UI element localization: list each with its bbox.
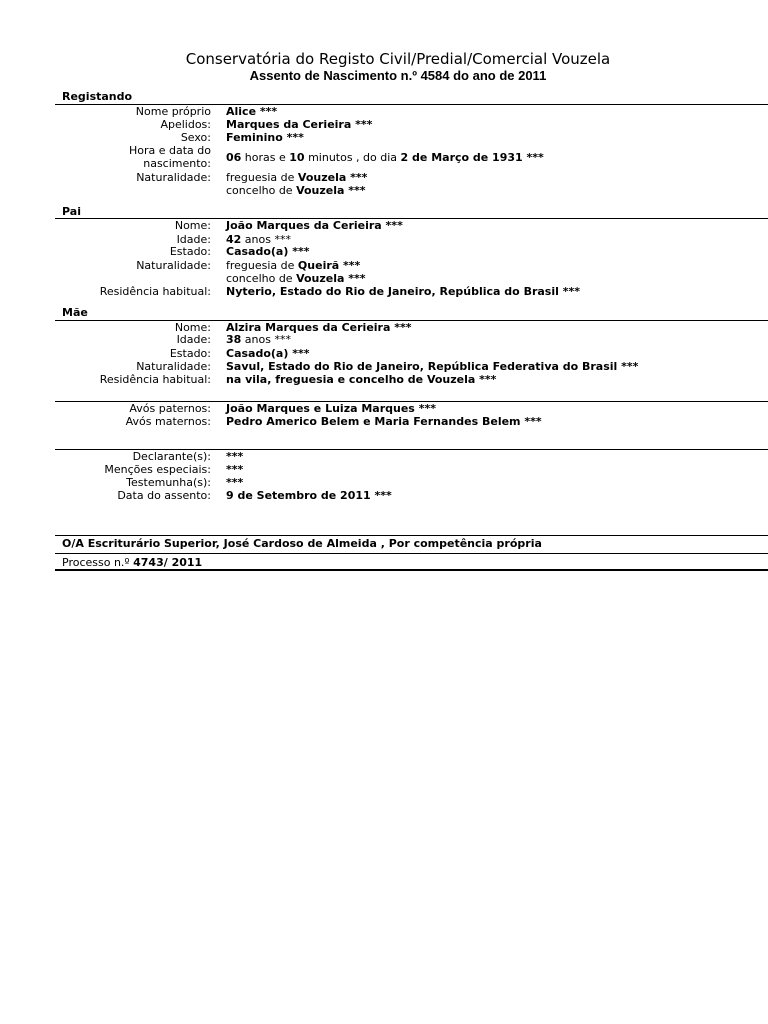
label-naturalidade: Naturalidade: <box>136 171 211 184</box>
value-mae-naturalidade: Savul, Estado do Rio de Janeiro, República Federativa do Brasil *** <box>226 360 639 373</box>
value-naturalidade-freguesia <box>226 172 367 185</box>
section-heading-pai: Pai <box>62 205 81 218</box>
divider <box>55 535 768 536</box>
value-mae-nome: Alzira Marques da Cerieira *** <box>226 321 412 334</box>
divider <box>55 218 768 219</box>
value-declarante: *** <box>226 450 244 463</box>
processo-line <box>62 556 202 569</box>
value-pai-freguesia: Queirã *** <box>297 259 361 272</box>
value-concelho: Vouzela *** <box>296 184 366 197</box>
label-mae-residencia: Residência habitual: <box>99 373 211 386</box>
text-freguesia-de: freguesia de <box>226 171 298 184</box>
value-mae-residencia: na vila, freguesia e concelho de Vouzela *** <box>226 373 497 386</box>
label-testemunha: Testemunha(s): <box>126 476 211 489</box>
value-mencoes: *** <box>226 463 244 476</box>
label-pai-estado: Estado: <box>169 245 211 258</box>
value-avos-maternos: Pedro Americo Belem e Maria Fernandes Belem *** <box>226 415 542 428</box>
value-mae-idade-num: 38 <box>226 333 242 346</box>
value-hora: 06 <box>226 151 242 164</box>
label-pai-idade: Idade: <box>176 233 211 246</box>
processo-value: 4743/ 2011 <box>133 556 203 569</box>
document-title: Conservatória do Registo Civil/Predial/Comercial Vouzela <box>185 50 611 68</box>
label-pai-naturalidade: Naturalidade: <box>136 259 211 272</box>
value-pai-nome: João Marques da Cerieira *** <box>226 219 403 232</box>
divider <box>55 553 768 554</box>
label-declarante: Declarante(s): <box>132 450 211 463</box>
text-minutos: minutos , do dia <box>304 151 401 164</box>
label-mae-naturalidade: Naturalidade: <box>136 360 211 373</box>
divider-bottom <box>55 569 768 571</box>
label-apelidos: Apelidos: <box>160 118 211 131</box>
label-nome-proprio: Nome próprio <box>135 105 211 118</box>
label-avos-maternos: Avós maternos: <box>125 415 211 428</box>
value-pai-estado: Casado(a) *** <box>226 245 310 258</box>
value-freguesia: Vouzela *** <box>297 171 368 184</box>
value-avos-paternos: João Marques e Luiza Marques *** <box>226 402 436 415</box>
value-pai-residencia: Nyterio, Estado do Rio de Janeiro, República do Brasil *** <box>226 285 580 298</box>
section-heading-mae: Mãe <box>62 306 88 319</box>
value-pai-naturalidade-concelho <box>226 273 366 286</box>
document-subtitle: Assento de Nascimento n.º 4584 do ano de 2011 <box>249 68 547 83</box>
value-data-assento: 9 de Setembro de 2011 *** <box>226 489 392 502</box>
label-mae-nome: Nome: <box>174 321 211 334</box>
text-pai-anos: anos *** <box>241 233 291 246</box>
text-concelho-de: concelho de <box>226 272 297 285</box>
label-data-assento: Data do assento: <box>117 489 211 502</box>
value-data-nascimento: 2 de Março de 1931 *** <box>400 151 544 164</box>
label-avos-paternos: Avós paternos: <box>129 402 211 415</box>
value-mae-idade <box>226 334 291 347</box>
label-mae-estado: Estado: <box>169 347 211 360</box>
value-testemunha: *** <box>226 476 244 489</box>
text-horas: horas e <box>241 151 290 164</box>
label-mencoes: Menções especiais: <box>104 463 211 476</box>
value-pai-idade-num: 42 <box>226 233 242 246</box>
value-pai-naturalidade-freguesia <box>226 260 360 273</box>
text-concelho-de: concelho de <box>226 184 297 197</box>
value-minutos: 10 <box>289 151 305 164</box>
label-hora-data-line2: nascimento: <box>143 157 211 170</box>
label-sexo: Sexo: <box>180 131 211 144</box>
value-nome-proprio: Alice *** <box>226 105 278 118</box>
value-apelidos: Marques da Cerieira *** <box>226 118 373 131</box>
label-mae-idade: Idade: <box>176 333 211 346</box>
value-hora-data <box>226 152 544 165</box>
signature-line: O/A Escriturário Superior, José Cardoso de Almeida , Por competência própria <box>62 537 542 550</box>
processo-label: Processo n.º <box>62 556 134 569</box>
value-mae-estado: Casado(a) *** <box>226 347 310 360</box>
value-pai-concelho: Vouzela *** <box>296 272 366 285</box>
label-pai-residencia: Residência habitual: <box>99 285 211 298</box>
section-heading-registando: Registando <box>62 90 133 103</box>
value-naturalidade-concelho <box>226 185 366 198</box>
value-sexo: Feminino *** <box>226 131 304 144</box>
label-hora-data-line1: Hora e data do <box>128 144 211 157</box>
label-pai-nome: Nome: <box>174 219 211 232</box>
text-mae-anos: anos *** <box>241 333 291 346</box>
text-freguesia-de: freguesia de <box>226 259 298 272</box>
